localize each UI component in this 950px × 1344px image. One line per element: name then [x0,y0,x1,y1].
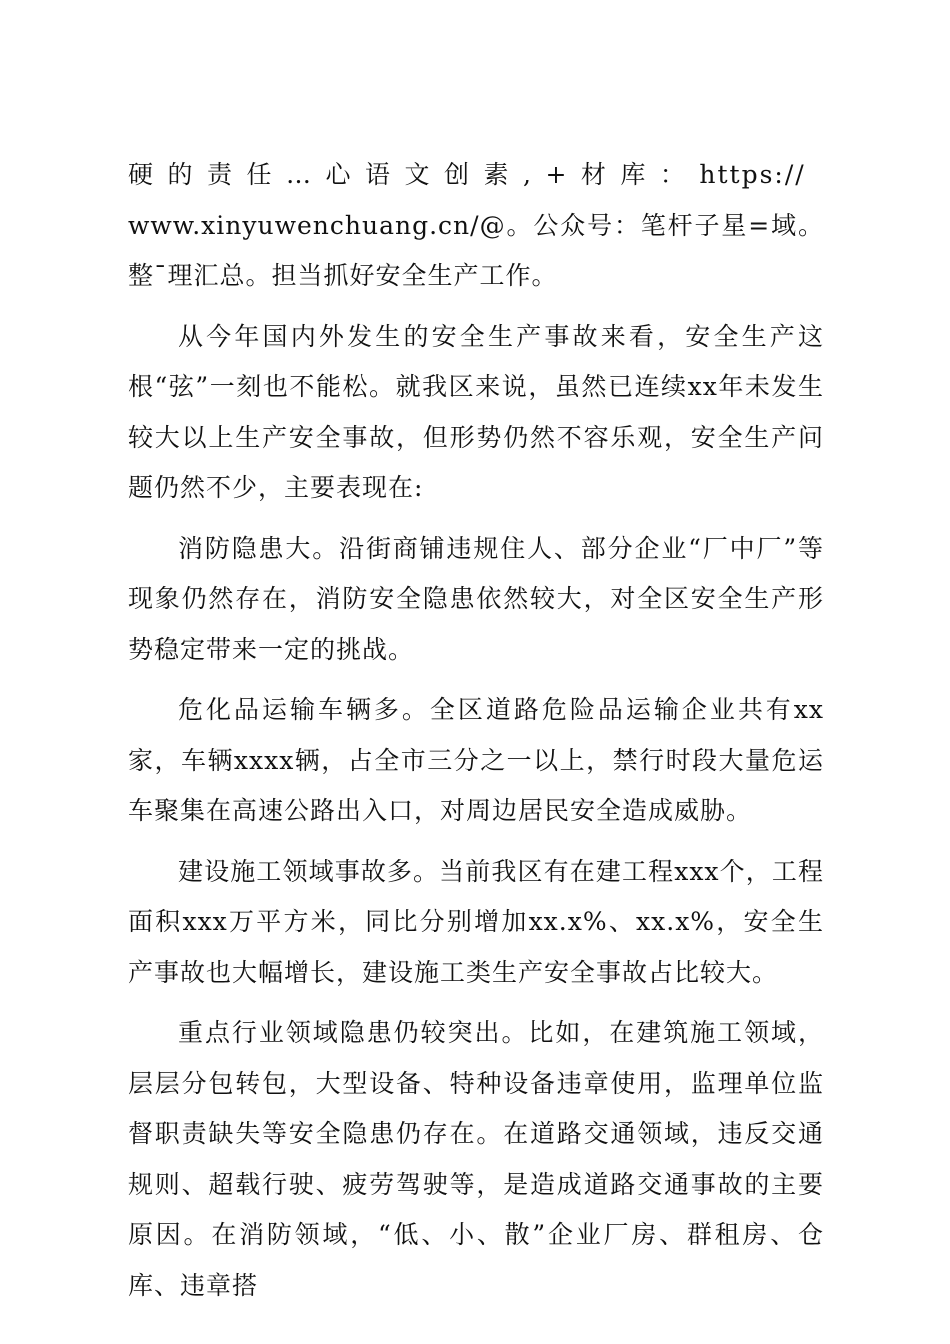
document-body [128,150,824,1311]
paragraph-fire-hazards: 消防隐患大。沿街商铺违规住人、部分企业“厂中厂”等现象仍然存在，消防安全隐患依然较大，对全区安全生产形势稳定带来一定的挑战。 [128,533,824,664]
paragraph-construction-accidents: 建设施工领域事故多。当前我区有在建工程xxx个，工程面积xxx万平方米，同比分别增加xx.x%、xx.x%，安全生产事故也大幅增长，建设施工类生产安全事故占比较大。 [128,856,824,987]
paragraph-safety-overview: 从今年国内外发生的安全生产事故来看，安全生产这根“弦”一刻也不能松。就我区来说，虽然已连续xx年未发生较大以上生产安全事故，但形势仍然不容乐观，安全生产问题仍然不少，主要表现在: [128,321,824,502]
paragraph-hazmat-vehicles: 危化品运输车辆多。全区道路危险品运输企业共有xx家，车辆xxxx辆，占全市三分之一以上，禁行时段大量危运车聚集在高速公路出入口，对周边居民安全造成威胁。 [128,695,824,825]
paragraph-continuation-rest: www.xinyuwenchuang.cn/@。公众号：笔杆子星=域。整¯理汇总。担当抓好安全生产工作。 [128,210,824,290]
paragraph-key-industries: 重点行业领域隐患仍较突出。比如，在建筑施工领域，层层分包转包，大型设备、特种设备违章使用，监理单位监督职责缺失等安全隐患仍存在。在道路交通领域，违反交通规则、超载行驶、疲劳驾驶等，是造成道路交通事故的主要原因。在消防领域，“低、小、散”企业厂房、群租房、仓库、违章搭 [128,1018,824,1300]
paragraph-continuation [128,150,824,302]
paragraph-first-line-url: https:// [699,160,806,189]
paragraph-first-line: 硬的责任…心语文创素,+材库： [128,160,700,189]
